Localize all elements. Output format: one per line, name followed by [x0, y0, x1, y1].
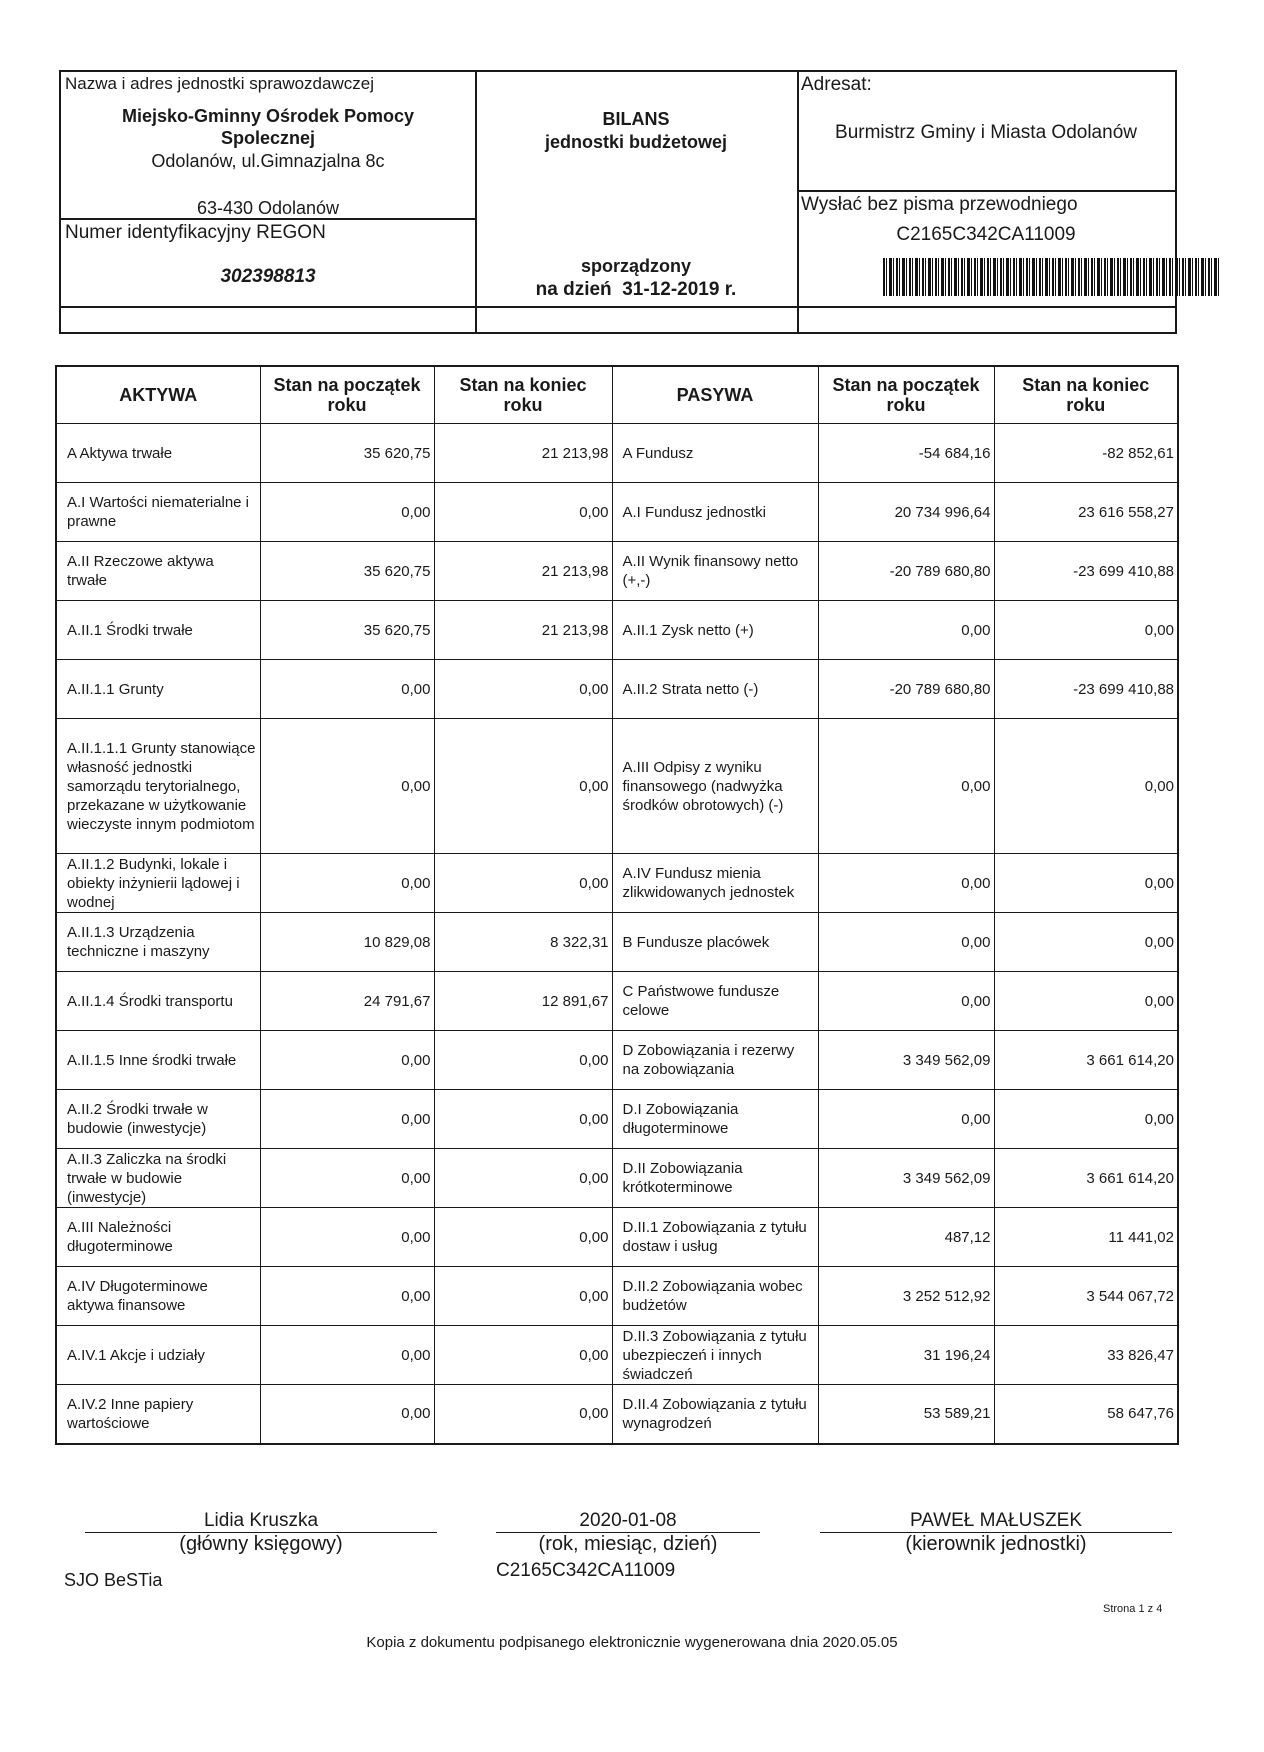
liability-start-value: 53 589,21 — [818, 1385, 994, 1444]
liability-start-value: 20 734 996,64 — [818, 483, 994, 542]
asset-start-value: 35 620,75 — [260, 601, 434, 660]
liability-end-value: 3 661 614,20 — [994, 1031, 1178, 1090]
asset-start-value: 0,00 — [260, 660, 434, 719]
header-start-line1: Stan na początek — [832, 375, 980, 395]
liability-end-value: 0,00 — [994, 601, 1178, 660]
liability-end-value: 3 544 067,72 — [994, 1267, 1178, 1326]
head-signature — [820, 1510, 1172, 1556]
table-row — [56, 1208, 1178, 1267]
table-row — [56, 719, 1178, 854]
asset-name: A.IV.1 Akcje i udziały — [56, 1326, 260, 1385]
liability-end-value: 11 441,02 — [994, 1208, 1178, 1267]
asset-start-value: 24 791,67 — [260, 972, 434, 1031]
balance-table — [55, 365, 1179, 1445]
liability-start-value: -20 789 680,80 — [818, 660, 994, 719]
header-start-line2: roku — [327, 395, 367, 415]
accountant-name: Lidia Kruszka — [203, 1510, 319, 1531]
asset-start-value: 10 829,08 — [260, 913, 434, 972]
asset-start-value: 0,00 — [260, 483, 434, 542]
liability-end-value: 0,00 — [994, 1090, 1178, 1149]
liability-end-value: -23 699 410,88 — [994, 660, 1178, 719]
divider — [61, 306, 475, 308]
asset-end-value: 8 322,31 — [434, 913, 612, 972]
liability-start-value: 0,00 — [818, 601, 994, 660]
asset-end-value: 12 891,67 — [434, 972, 612, 1031]
asset-name: A.II.1.4 Środki transportu — [56, 972, 260, 1031]
prepared-label: sporządzony — [580, 256, 691, 276]
table-row — [56, 1090, 1178, 1149]
table-row — [56, 601, 1178, 660]
page-number: Strona 1 z 4 — [1103, 1603, 1163, 1615]
liability-end-value: 0,00 — [994, 913, 1178, 972]
liability-end-value: 0,00 — [994, 854, 1178, 913]
liability-start-value: 31 196,24 — [818, 1326, 994, 1385]
liability-name: A.III Odpisy z wyniku finansowego (nadwyżka środków obrotowych) (-) — [612, 719, 818, 854]
liability-name: D Zobowiązania i rezerwy na zobowiązania — [612, 1031, 818, 1090]
liability-name: A.II.2 Strata netto (-) — [612, 660, 818, 719]
asset-end-value: 0,00 — [434, 1149, 612, 1208]
header-end-line1: Stan na koniec — [459, 375, 587, 395]
header-start-line2: roku — [886, 395, 926, 415]
liability-name: A.IV Fundusz mienia zlikwidowanych jednostek — [612, 854, 818, 913]
asset-name: A.II.1.5 Inne środki trwałe — [56, 1031, 260, 1090]
header-assets-end — [434, 366, 612, 424]
asset-end-value: 0,00 — [434, 1385, 612, 1444]
header-assets-start — [260, 366, 434, 424]
liability-end-value: 0,00 — [994, 972, 1178, 1031]
asset-start-value: 0,00 — [260, 1385, 434, 1444]
header-liabilities-end — [994, 366, 1178, 424]
asset-name: A.II.1 Środki trwałe — [56, 601, 260, 660]
asset-start-value: 0,00 — [260, 1031, 434, 1090]
signature-doc-code: C2165C342CA11009 — [496, 1560, 676, 1581]
asset-start-value: 35 620,75 — [260, 424, 434, 483]
divider — [475, 306, 797, 308]
divider — [797, 190, 1175, 192]
asset-end-value: 0,00 — [434, 660, 612, 719]
title-column — [475, 72, 799, 332]
head-role: (kierownik jednostki) — [905, 1533, 1087, 1555]
asset-name: A.II Rzeczowe aktywa trwałe — [56, 542, 260, 601]
table-row — [56, 854, 1178, 913]
asset-end-value: 21 213,98 — [434, 601, 612, 660]
table-row — [56, 1267, 1178, 1326]
asset-name: A.II.1.3 Urządzenia techniczne i maszyny — [56, 913, 260, 972]
asset-name: A.II.3 Zaliczka na środki trwałe w budowie (inwestycje) — [56, 1149, 260, 1208]
date-caption: (rok, miesiąc, dzień) — [538, 1533, 718, 1555]
signature-date: 2020-01-08 — [579, 1510, 677, 1531]
liability-start-value: 3 252 512,92 — [818, 1267, 994, 1326]
liability-name: D.II.2 Zobowiązania wobec budżetów — [612, 1267, 818, 1326]
prepared-date: 31-12-2019 r. — [622, 279, 737, 300]
table-row — [56, 1326, 1178, 1385]
copy-note: Kopia z dokumentu podpisanego elektronicznie wygenerowana dnia 2020.05.05 — [366, 1634, 898, 1651]
header-end-line2: roku — [503, 395, 543, 415]
regon-label: Numer identyfikacyjny REGON — [65, 222, 326, 243]
asset-end-value: 0,00 — [434, 719, 612, 854]
liability-end-value: 23 616 558,27 — [994, 483, 1178, 542]
header-end-line2: roku — [1066, 395, 1106, 415]
liability-start-value: 0,00 — [818, 913, 994, 972]
header-liabilities: PASYWA — [612, 366, 818, 424]
asset-name: A.III Należności długoterminowe — [56, 1208, 260, 1267]
accountant-signature — [85, 1510, 437, 1556]
entity-label: Nazwa i adres jednostki sprawozdawczej — [65, 74, 374, 93]
asset-end-value: 0,00 — [434, 1326, 612, 1385]
liability-name: A Fundusz — [612, 424, 818, 483]
addressee-column — [797, 72, 1175, 332]
divider — [797, 306, 1175, 308]
table-row — [56, 1385, 1178, 1444]
asset-name: A.IV Długoterminowe aktywa finansowe — [56, 1267, 260, 1326]
header-start-line1: Stan na początek — [273, 375, 421, 395]
table-row — [56, 483, 1178, 542]
entity-postcode: 63-430 Odolanów — [196, 198, 340, 218]
barcode — [883, 258, 1219, 296]
liability-end-value: 33 826,47 — [994, 1326, 1178, 1385]
liability-name: C Państwowe fundusze celowe — [612, 972, 818, 1031]
asset-end-value: 0,00 — [434, 1090, 612, 1149]
header-end-line1: Stan na koniec — [1022, 375, 1150, 395]
liability-name: D.II.4 Zobowiązania z tytułu wynagrodzeń — [612, 1385, 818, 1444]
asset-name: A.II.1.1.1 Grunty stanowiące własność jednostki samorządu terytorialnego, przekazane w użytkowanie wieczyste innym podmiotom — [56, 719, 260, 854]
report-title: BILANS — [602, 109, 670, 129]
liability-start-value: 487,12 — [818, 1208, 994, 1267]
table-row — [56, 660, 1178, 719]
table-row — [56, 913, 1178, 972]
asset-end-value: 21 213,98 — [434, 542, 612, 601]
liability-start-value: -54 684,16 — [818, 424, 994, 483]
asset-end-value: 0,00 — [434, 1208, 612, 1267]
send-label: Wysłać bez pisma przewodniego — [801, 194, 1078, 215]
liability-start-value: 3 349 562,09 — [818, 1031, 994, 1090]
liability-end-value: 0,00 — [994, 719, 1178, 854]
liability-end-value: 58 647,76 — [994, 1385, 1178, 1444]
liability-end-value: 3 661 614,20 — [994, 1149, 1178, 1208]
entity-name-line1: Miejsko-Gminny Ośrodek Pomocy — [121, 106, 415, 126]
asset-end-value: 0,00 — [434, 483, 612, 542]
doc-code: C2165C342CA11009 — [896, 224, 1076, 245]
liability-end-value: -82 852,61 — [994, 424, 1178, 483]
table-row — [56, 542, 1178, 601]
liability-name: A.II.1 Zysk netto (+) — [612, 601, 818, 660]
asset-name: A.II.1.1 Grunty — [56, 660, 260, 719]
table-row — [56, 1031, 1178, 1090]
asset-end-value: 0,00 — [434, 1267, 612, 1326]
asset-name: A.I Wartości niematerialne i prawne — [56, 483, 260, 542]
liability-name: A.I Fundusz jednostki — [612, 483, 818, 542]
liability-start-value: 0,00 — [818, 1090, 994, 1149]
report-header — [59, 70, 1177, 334]
table-row — [56, 972, 1178, 1031]
liability-start-value: 0,00 — [818, 854, 994, 913]
asset-start-value: 0,00 — [260, 1090, 434, 1149]
liability-start-value: 0,00 — [818, 719, 994, 854]
liability-start-value: 3 349 562,09 — [818, 1149, 994, 1208]
entity-address: Odolanów, ul.Gimnazjalna 8c — [151, 151, 385, 171]
software-name: SJO BeSTia — [64, 1570, 163, 1590]
liability-name: D.II Zobowiązania krótkoterminowe — [612, 1149, 818, 1208]
asset-end-value: 0,00 — [434, 854, 612, 913]
asset-start-value: 35 620,75 — [260, 542, 434, 601]
asset-start-value: 0,00 — [260, 854, 434, 913]
asset-start-value: 0,00 — [260, 719, 434, 854]
liability-name: B Fundusze placówek — [612, 913, 818, 972]
regon-value: 302398813 — [220, 266, 316, 287]
header-assets: AKTYWA — [56, 366, 260, 424]
entity-column — [61, 72, 477, 332]
asset-name: A.II.2 Środki trwałe w budowie (inwestycje) — [56, 1090, 260, 1149]
prepared-date-line — [475, 279, 797, 301]
asset-end-value: 0,00 — [434, 1031, 612, 1090]
addressee-value: Burmistrz Gminy i Miasta Odolanów — [835, 122, 1137, 143]
liability-start-value: 0,00 — [818, 972, 994, 1031]
date-signature — [496, 1510, 760, 1582]
liability-name: D.I Zobowiązania długoterminowe — [612, 1090, 818, 1149]
table-header-row — [56, 366, 1178, 424]
report-subtitle: jednostki budżetowej — [544, 132, 727, 152]
prepared-prefix: na dzień — [535, 279, 612, 300]
asset-name: A Aktywa trwałe — [56, 424, 260, 483]
addressee-label: Adresat: — [801, 74, 872, 95]
asset-name: A.IV.2 Inne papiery wartościowe — [56, 1385, 260, 1444]
asset-start-value: 0,00 — [260, 1267, 434, 1326]
liability-start-value: -20 789 680,80 — [818, 542, 994, 601]
header-liabilities-start — [818, 366, 994, 424]
asset-end-value: 21 213,98 — [434, 424, 612, 483]
liability-name: D.II.3 Zobowiązania z tytułu ubezpieczeń i innych świadczeń — [612, 1326, 818, 1385]
liability-name: A.II Wynik finansowy netto (+,-) — [612, 542, 818, 601]
liability-end-value: -23 699 410,88 — [994, 542, 1178, 601]
divider — [61, 218, 475, 220]
table-row — [56, 1149, 1178, 1208]
table-row — [56, 424, 1178, 483]
asset-name: A.II.1.2 Budynki, lokale i obiekty inżynierii lądowej i wodnej — [56, 854, 260, 913]
asset-start-value: 0,00 — [260, 1149, 434, 1208]
entity-name-line2: Spolecznej — [220, 128, 316, 148]
asset-start-value: 0,00 — [260, 1208, 434, 1267]
liability-name: D.II.1 Zobowiązania z tytułu dostaw i usług — [612, 1208, 818, 1267]
head-name: PAWEŁ MAŁUSZEK — [909, 1510, 1083, 1531]
accountant-role: (główny księgowy) — [179, 1533, 343, 1555]
asset-start-value: 0,00 — [260, 1326, 434, 1385]
